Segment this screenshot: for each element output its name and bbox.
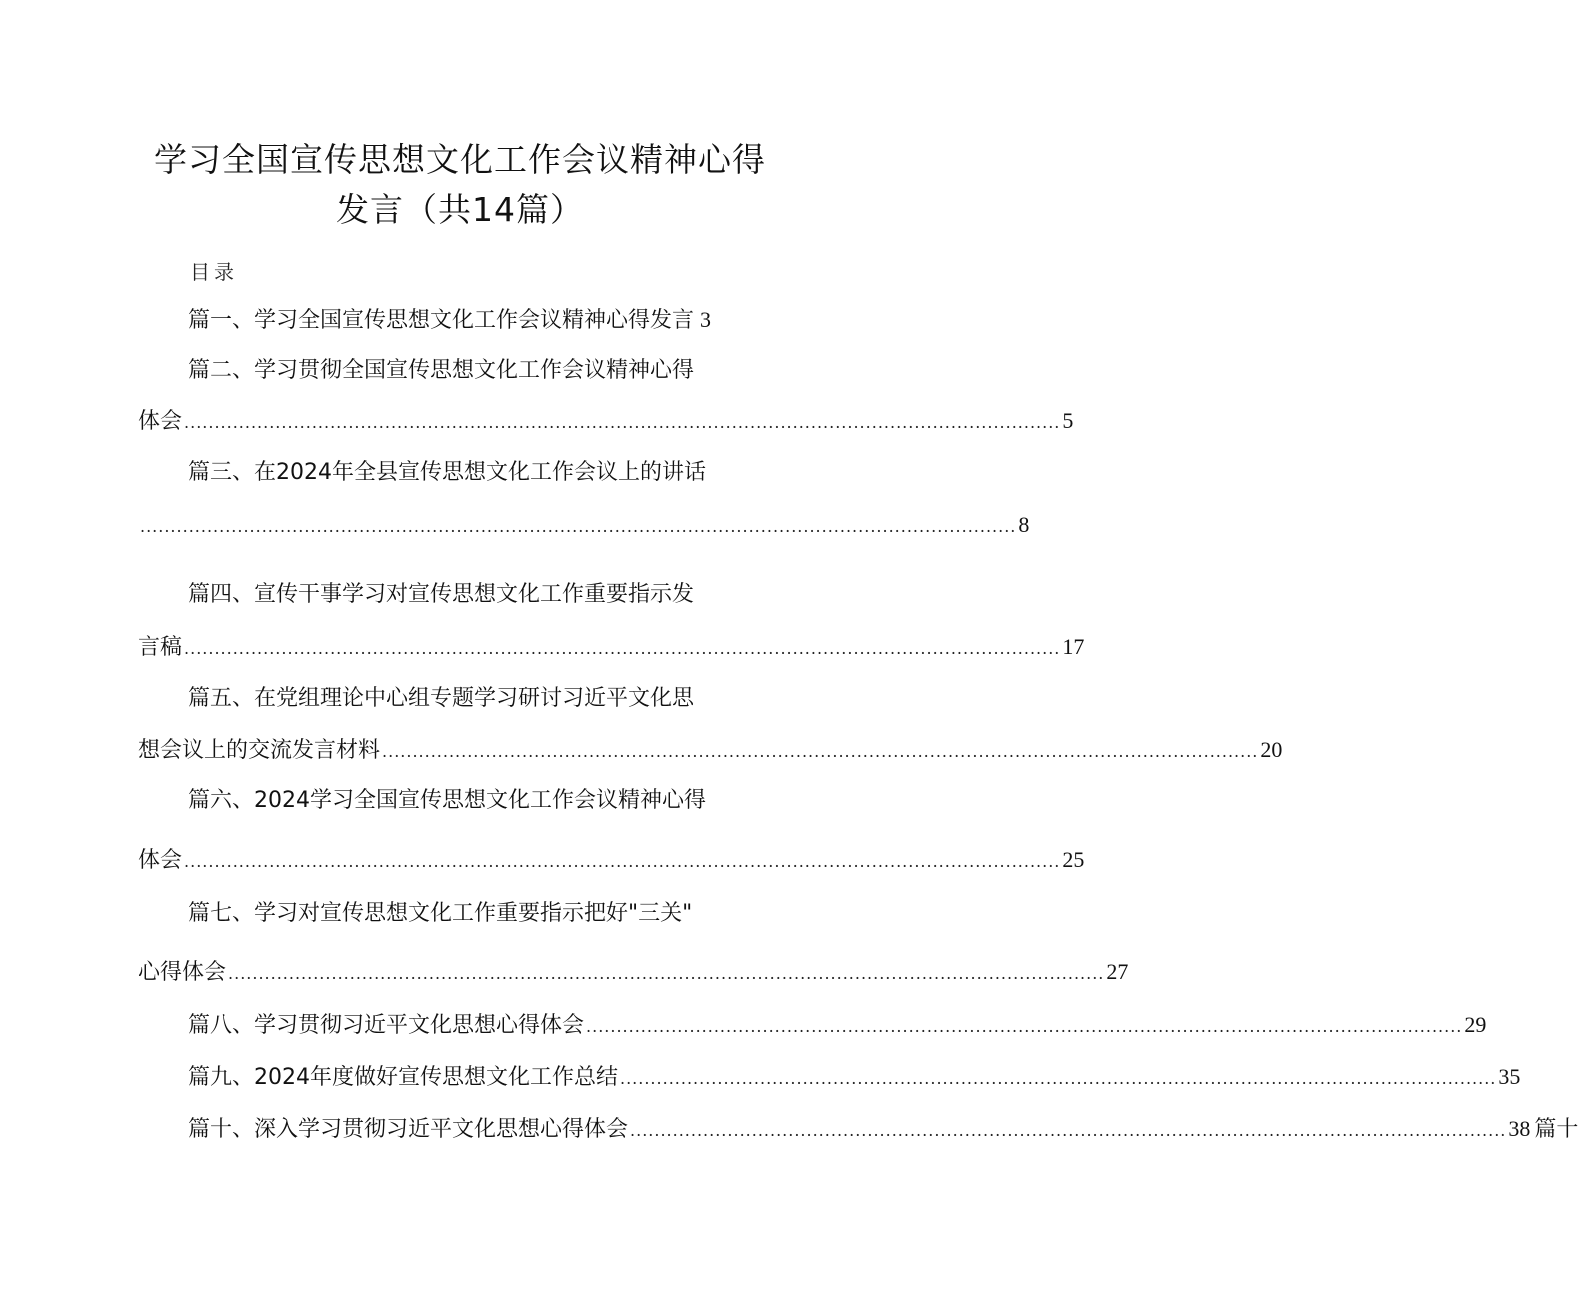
toc-entry-4-page: 17 [1062,634,1085,659]
toc-entry-7-title-cont: 心得体会 [138,960,227,985]
toc-entry-8-page: 29 [1464,1012,1487,1037]
toc-entry-5-continuation[interactable] [138,735,1283,765]
toc-entry-6-title-cont: 体会 [138,848,183,873]
toc-leader-dots: ................................................................................................................................................ [184,639,1061,658]
toc-entry-5-title-cont: 想会议上的交流发言材料 [138,738,381,763]
toc-entry-1-title: 篇一、学习全国宣传思想文化工作会议精神心得发言 [188,308,695,333]
toc-entry-10-title: 篇十、深入学习贯彻习近平文化思想心得体会 [188,1117,629,1142]
toc-leader-dots: ................................................................................................................................................ [140,517,1017,536]
toc-entry-5-page: 20 [1260,737,1283,762]
toc-entry-2-title[interactable]: 篇二、学习贯彻全国宣传思想文化工作会议精神心得 [188,358,695,383]
toc-leader-dots: ................................................................................................................................................ [184,852,1061,871]
toc-entry-9[interactable] [188,1062,1521,1092]
toc-entry-9-title: 篇九、2024年度做好宣传思想文化工作总结 [188,1065,618,1090]
toc-leader-dots: ................................................................................................................................................ [382,742,1259,761]
toc-entry-2-page: 5 [1062,408,1074,433]
toc-leader-dots: ................................................................................................................................................ [184,413,1061,432]
toc-entry-1[interactable] [188,305,788,335]
toc-entry-1-page: 3 [700,307,712,332]
toc-leader-dots: ................................................................................................................................................ [630,1121,1507,1140]
toc-entry-3-title[interactable] [188,458,788,488]
toc-entry-8[interactable] [188,1010,1487,1040]
toc-entry-8-title: 篇八、学习贯彻习近平文化思想心得体会 [188,1013,585,1038]
toc-entry-4-continuation[interactable] [138,632,1085,662]
toc-leader-dots: ................................................................................................................................................ [620,1069,1497,1088]
toc-entry-6-page: 25 [1062,847,1085,872]
toc-entry-6-title[interactable]: 篇六、2024学习全国宣传思想文化工作会议精神心得 [188,788,706,813]
toc-entry-10[interactable] [188,1114,1578,1144]
toc-entry-4-title[interactable]: 篇四、宣传干事学习对宣传思想文化工作重要指示发 [188,582,695,607]
toc-entry-7-page: 27 [1106,959,1129,984]
toc-entry-2-title-cont: 体会 [138,409,183,434]
document-title-line-2: 发言（共14篇） [336,190,584,229]
toc-entry-7-continuation[interactable] [138,957,1129,987]
toc-entry-5-title[interactable]: 篇五、在党组理论中心组专题学习研讨习近平文化思 [188,686,695,711]
toc-entry-10-page: 38 [1508,1116,1531,1141]
toc-entry-7-title[interactable]: 篇七、学习对宣传思想文化工作重要指示把好"三关" [188,901,693,926]
toc-entry-3-page: 8 [1018,512,1030,537]
toc-leader-dots: ................................................................................................................................................ [586,1017,1463,1036]
toc-leader-dots: ................................................................................................................................................ [228,964,1105,983]
document-title-line-1: 学习全国宣传思想文化工作会议精神心得 [154,140,766,179]
toc-entry-4-title-cont: 言稿 [138,635,183,660]
toc-entry-9-page: 35 [1498,1064,1521,1089]
toc-entry-3-title-text: 篇三、在2024年全县宣传思想文化工作会议上的讲话 [188,460,706,485]
toc-heading: 目录 [190,260,238,284]
toc-entry-3-continuation[interactable] [138,510,1030,540]
toc-entry-2-continuation[interactable] [138,406,1074,436]
toc-entry-11-start: 篇十 [1534,1117,1578,1142]
toc-entry-6-continuation[interactable] [138,845,1085,875]
